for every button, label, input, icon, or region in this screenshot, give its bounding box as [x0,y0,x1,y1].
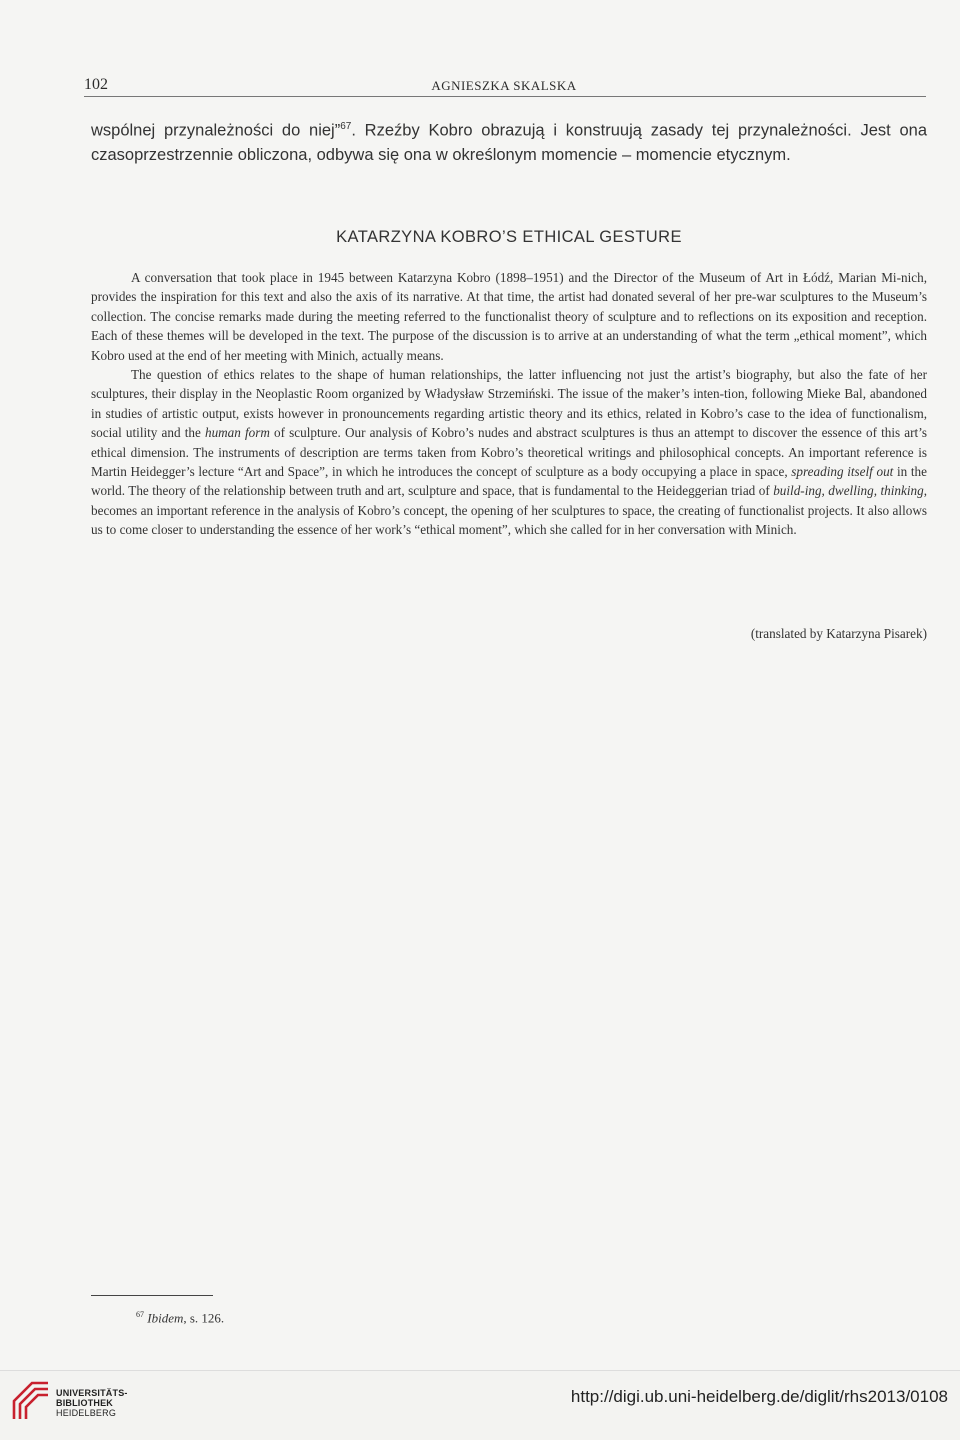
lead-paragraph [91,115,927,167]
footnote-italic: Ibidem [147,1310,184,1326]
p2-text-1: The question of ethics relates to the shape of human relationships, the latter influencing not just the artist’s biography, but also the fate of her sculptures, their display in the Neoplastic Room organized by Władysław Strzemiński. The issue of the maker’s inten-tion, following Mieke Bal, abandoned in studies of artistic output, exists however in pronouncements regarding artistic theory and its ethics, related in Kobro’s case to the idea of functionalism, social utility and the [91,367,927,441]
p2-italic-3: build-ing, dwelling, thinking [773,483,924,499]
page-header [84,74,924,96]
lead-text-2: . Rzeźby Kobro obrazują i konstruują zasady tej przynależności. Jest ona czasoprzestrzennie obliczona, odbywa się ona w określonym momencie – momencie etycznym. [91,121,928,164]
page-number: 102 [84,76,108,93]
paragraph-2 [91,365,927,540]
translator-credit: (translated by Katarzyna Pisarek) [750,626,927,641]
body-text [91,268,927,540]
header-rule [84,96,926,97]
p2-italic-2: spreading itself out [791,464,894,480]
library-name-line3: HEIDELBERG [56,1408,117,1418]
library-logo-icon [8,1379,52,1423]
footnote-text: , s. 126. [183,1310,225,1326]
running-head: AGNIESZKA SKALSKA [431,78,577,93]
p2-italic-1: human form [204,425,270,441]
library-name [56,1388,128,1418]
p2-text-2: of sculpture. Our analysis of Kobro’s nudes and abstract sculptures is thus an attempt to discover the essence of this art’s ethical dimension. The instruments of description are terms taken from Kobro’s theoretical writings and philosophical concepts. An important reference is Martin Heidegger’s lecture “Art and Space”, in which he introduces the concept of sculpture as a body occupying a place in space, [91,425,927,480]
section-title: KATARZYNA KOBRO’S ETHICAL GESTURE [336,228,682,246]
source-url[interactable]: http://digi.ub.uni-heidelberg.de/diglit/rhs2013/0108 [570,1387,948,1406]
footnote-ref: 67 [340,121,352,132]
lead-text-1: wspólnej przynależności do niej” [91,121,341,140]
footnote-rule [91,1295,213,1296]
paragraph-1: A conversation that took place in 1945 between Katarzyna Kobro (1898–1951) and the Director of the Museum of Art in Łódź, Marian Mi-nich, provides the inspiration for this text and also the axis of its narrative. At that time, the artist had donated several of her pre-war sculptures to the Museum’s collection. The concise remarks made during the meeting referred to the functionalist theory of sculpture and to reflections on its exposition and reception. Each of these themes will be developed in the text. The purpose of the discussion is to arrive at an understanding of what the term „ethical moment”, which Kobro used at the end of her meeting with Minich, actually means. [91,270,927,363]
library-name-line1: UNIVERSITÄTS- [56,1388,128,1398]
p2-text-4: , becomes an important reference in the analysis of Kobro’s concept, the opening of her sculptures to space, the creating of functionalist projects. It also allows us to come closer to understanding the essence of her work’s “ethical moment”, which she called for in her conversation with Minich. [91,483,927,538]
footnote-number: 67 [136,1310,144,1319]
library-name-line2: BIBLIOTHEK [56,1398,113,1408]
footnote [136,1310,224,1326]
p2-text-3: in the world. The theory of the relationship between truth and art, sculpture and space, that is fundamental to the Heideggerian triad of [91,464,927,499]
digitization-footer [0,1370,960,1440]
